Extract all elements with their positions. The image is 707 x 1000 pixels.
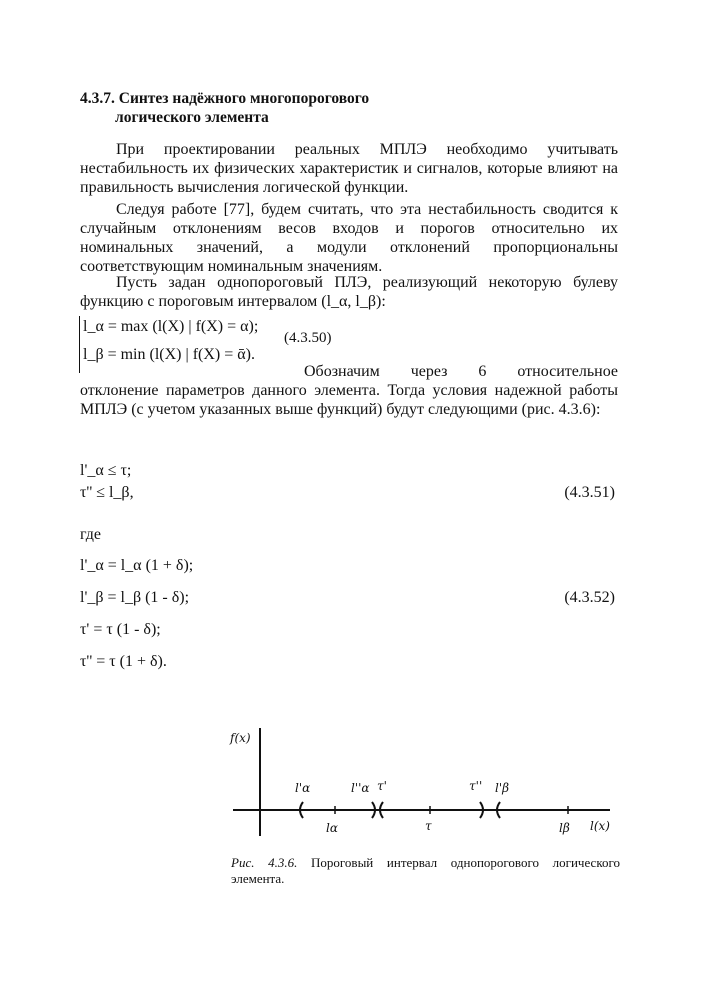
paragraph-1: При проектировании реальных МПЛЭ необходимо учитывать нестабильность их физических характеристик и сигналов, которые влияют на правильность вычисления логической функции. bbox=[80, 141, 618, 196]
equation-4-3-50-line-1: l_α = max (l(X) | f(X) = α); bbox=[83, 318, 259, 335]
paragraph-2: Следуя работе [77], будем считать, что эта нестабильность сводится к случайным отклонениям весов входов и порогов относительно их номинальных значений, а модули отклонений пропорциональны соответствующим номинальным значениям. bbox=[80, 201, 618, 275]
caption-prefix: Рис. 4.3.6. bbox=[231, 855, 298, 870]
label-l-alpha-prime: l'α bbox=[295, 781, 311, 795]
label-tau: τ bbox=[425, 819, 432, 833]
label-tau-dprime: τ'' bbox=[469, 779, 483, 793]
label-l-alpha-dprime: l''α bbox=[351, 781, 370, 795]
equation-4-3-52-number: (4.3.52) bbox=[564, 589, 615, 606]
figure-caption bbox=[231, 855, 620, 887]
where-label: где bbox=[80, 526, 102, 543]
label-l-beta: lβ bbox=[559, 821, 570, 835]
equation-4-3-52-line-4: τ'' = τ (1 + δ). bbox=[80, 653, 167, 670]
label-l-alpha: lα bbox=[326, 821, 338, 835]
equation-4-3-52-line-1: l'_α = l_α (1 + δ); bbox=[80, 557, 194, 574]
label-tau-prime: τ' bbox=[377, 779, 387, 793]
paragraph-4-rest: относительное отклонение параметров данного элемента. Тогда условия надежной работы МПЛЭ (с учетом указанных выше функций) будут следующими (рис. 4.3.6): bbox=[80, 363, 618, 418]
y-axis-label: f(x) bbox=[230, 731, 251, 745]
section-heading bbox=[80, 89, 540, 127]
equation-4-3-51-line-2: τ'' ≤ l_β, bbox=[80, 484, 134, 501]
equation-4-3-50-number: (4.3.50) bbox=[284, 330, 332, 346]
paragraph-4-lead: Обозначим через 6 bbox=[304, 363, 487, 380]
x-axis-label: l(x) bbox=[590, 819, 610, 833]
section-title-line-2: логического элемента bbox=[115, 109, 269, 126]
label-l-beta-prime: l'β bbox=[495, 781, 510, 795]
equation-4-3-51-number: (4.3.51) bbox=[564, 484, 615, 501]
equation-4-3-52-line-2: l'_β = l_β (1 - δ); bbox=[80, 589, 190, 606]
section-title-line-1: 4.3.7. Синтез надёжного многопорогового bbox=[80, 90, 370, 107]
caption-text: Пороговый интервал однопорогового логического элемента. bbox=[231, 855, 620, 886]
equation-4-3-51-line-1: l'_α ≤ τ; bbox=[80, 462, 132, 479]
paragraph-3: Пусть задан однопороговый ПЛЭ, реализующий некоторую булеву функцию с пороговым интервалом (l_α, l_β): bbox=[80, 274, 618, 310]
paragraph-4 bbox=[80, 362, 618, 419]
equation-4-3-52-line-3: τ' = τ (1 - δ); bbox=[80, 621, 161, 638]
threshold-interval-figure bbox=[225, 720, 625, 845]
equation-4-3-50-line-2: l_β = min (l(X) | f(X) = ᾱ). bbox=[83, 346, 255, 363]
